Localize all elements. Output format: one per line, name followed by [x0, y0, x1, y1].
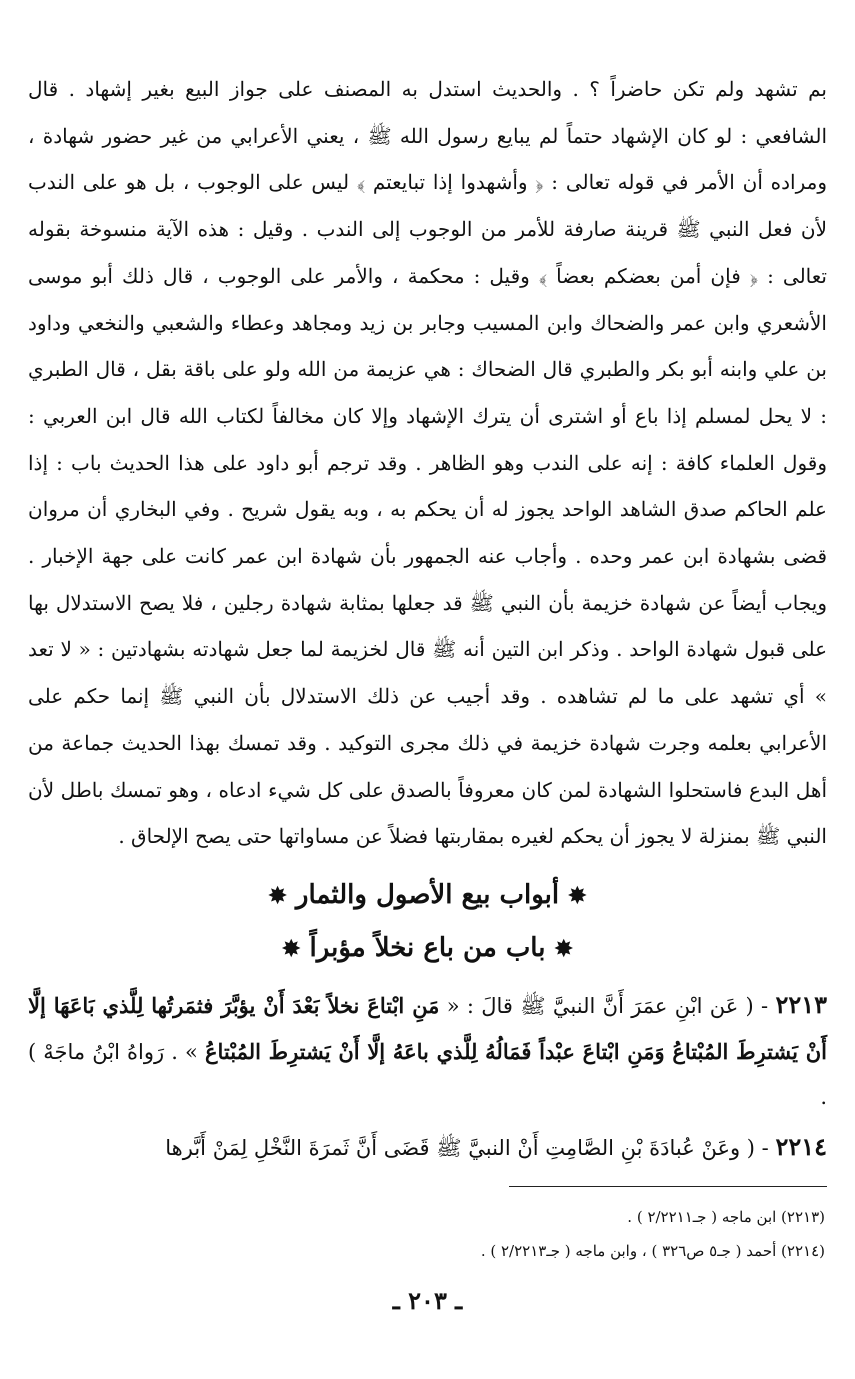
page-number: ـ ٢٠٣ ـ: [392, 1286, 463, 1315]
footnotes: [30, 1200, 825, 1268]
footnote-divider: [509, 1186, 827, 1187]
star-icon: ✸: [568, 882, 587, 909]
section-heading: [28, 923, 827, 974]
hadith-2213: [28, 982, 827, 1120]
star-icon: ✸: [282, 935, 301, 962]
chapter-title: أبواب بيع الأصول والثمار: [295, 879, 560, 910]
hadith-number: ٢٢١٤: [775, 1131, 827, 1161]
commentary-text: [28, 66, 827, 860]
hadith-intro: - ( وعَنْ عُبادَةَ بْنِ الصَّامِتِ أَنْ النبيَّ ﷺ قَضَى أَنَّ ثَمرَةَ النَّخْلِ لِمَنْ أَبَّرها: [165, 1135, 776, 1160]
hadith-paragraph: [28, 1124, 827, 1171]
hadith-intro: - ( عَن ابْنِ عمَرَ أَنَّ النبيَّ ﷺ قالَ : «: [439, 993, 776, 1018]
footnote-2213: (٢٢١٣) ابن ماجه ( جـ٢/٢٢١١ ) .: [627, 1208, 825, 1226]
hadith-number: ٢٢١٣: [775, 989, 828, 1019]
star-icon: ✸: [554, 935, 573, 962]
star-icon: ✸: [268, 882, 287, 909]
footnote-2214: (٢٢١٤) أحمد ( جـ٥ ص٣٢٦ ) ، وابن ماجه ( جـ٢/٢٢١٣ ) .: [480, 1242, 825, 1260]
page-content: [28, 66, 827, 1171]
hadith-outro: » . رَواهُ ابْنُ ماجَهْ ) .: [28, 1039, 827, 1109]
hadith-paragraph: [28, 982, 827, 1120]
hadith-2214: [28, 1124, 827, 1171]
commentary-paragraph: بم تشهد ولم تكن حاضراً ؟ . والحديث استدل به المصنف على جواز البيع بغير إشهاد . قال الشافعي : لو كان الإشهاد حتماً لم يبايع رسول الله ﷺ ، يعني الأعرابي من غير حضور شهادة ، ومراده أن الأمر في قوله تعالى : ﴿ وأشهدوا إذا تبايعتم ﴾ ليس على الوجوب ، بل هو على الندب لأن فعل النبي ﷺ قرينة صارفة للأمر من الوجوب إلى الندب . وقيل : هذه الآية منسوخة بقوله تعالى : ﴿ فإن أمن بعضكم بعضاً ﴾ وقيل : محكمة ، والأمر على الوجوب ، قال ذلك أبو موسى الأشعري وابن عمر والضحاك وابن المسيب وجابر بن زيد ومجاهد وعطاء والشعبي والنخعي وداود بن علي وابنه أبو بكر والطبري قال الضحاك : هي عزيمة من الله ولو على باقة بقل ، قال الطبري : لا يحل لمسلم إذا باع أو اشترى أن يترك الإشهاد وإلا كان مخالفاً لكتاب الله قال ابن العربي : وقول العلماء كافة : إنه على الندب وهو الظاهر . وقد ترجم أبو داود على هذا الحديث باب : إذا علم الحاكم صدق الشاهد الواحد يجوز له أن يحكم به ، وبه يقول شريح . وفي البخاري أن مروان قضى بشهادة ابن عمر وحده . وأجاب عنه الجمهور بأن شهادة ابن عمر كانت على جهة الإخبار . ويجاب أيضاً عن شهادة خزيمة بأن النبي ﷺ قد جعلها بمثابة شهادة رجلين ، فلا يصح الاستدلال بها على قبول شهادة الواحد . وذكر ابن التين أنه ﷺ قال لخزيمة لما جعل شهادته بشهادتين : « لا تعد » أي تشهد على ما لم تشاهده . وقد أجيب عن ذلك الاستدلال بأن النبي ﷺ إنما حكم على الأعرابي بعلمه وجرت شهادة خزيمة في ذلك مجرى التوكيد . وقد تمسك بهذا الحديث جماعة من أهل البدع فاستحلوا الشهادة لمن كان معروفاً بالصدق على كل شيء ادعاه ، وهو تمسك باطل لأن النبي ﷺ بمنزلة لا يجوز أن يحكم لغيره بمقاربتها فضلاً عن مساواتها حتى يصح الإلحاق .: [28, 77, 828, 849]
chapter-heading: [28, 870, 827, 921]
hadith-matn: مَنِ ابْتاعَ نخلاً بَعْدَ أَنْ يؤبَّرَ فثمَرتُها لِلَّذي بَاعَهَا إلَّا أَنْ يَشترِطَ المُبْتاعُ وَمَنِ ابْتاعَ عبْداً فَمَالُهُ لِلَّذي باعَهُ إلَّا أَنْ يَشترِطَ المُبْتاعُ: [28, 992, 827, 1064]
section-title: باب من باع نخلاً مؤبراً: [309, 932, 546, 963]
